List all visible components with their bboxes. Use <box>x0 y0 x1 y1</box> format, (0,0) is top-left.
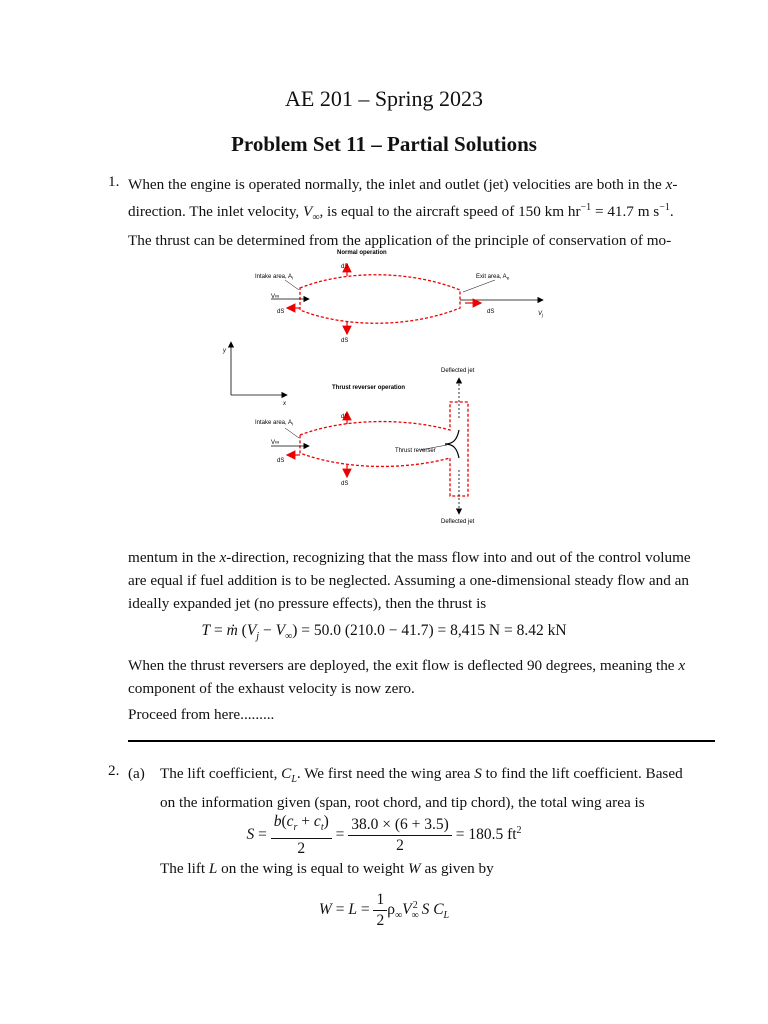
x-axis-label: x <box>283 401 286 407</box>
thrust-reverser-label: Thrust reverser <box>395 448 436 454</box>
y-axis-label: y <box>223 348 226 354</box>
reverser-control-volume <box>300 402 468 496</box>
problem-1-line-3: The thrust can be determined from the application of the principle of conservation of mo- <box>128 232 672 250</box>
deflected-jet-bottom-label: Deflected jet <box>441 519 475 525</box>
normal-inlet-ds-label: dS <box>277 309 285 315</box>
problem-2-line-2: on the information given (span, root chord, and tip chord), the total wing area is <box>160 794 645 812</box>
proceed-text: Proceed from here......... <box>128 706 275 723</box>
thrust-reverser-text <box>128 654 718 700</box>
reverser-operation-title: Thrust reverser operation <box>332 385 406 391</box>
problem-2-number: 2. <box>108 762 120 779</box>
reverser-inlet-ds-label: dS <box>277 458 285 464</box>
reverser-vane-top <box>445 430 459 444</box>
normal-top-ds-label: dS <box>341 264 349 270</box>
problem-2-intro <box>160 762 720 814</box>
reverser-vinf-label: V∞ <box>271 440 280 446</box>
lift-equation: W = L = $\frac{1}{2}$ $\rho_\infty V_\infty^2$ S $C_L$ <box>318 891 450 929</box>
normal-vinf-label: V∞ <box>271 294 280 300</box>
problem-1-line-2: direction. The inlet velocity, $V_\infty$, is equal to the aircraft speed of 150 km $hr^{-1} = 41.7$ m $s^{-1}$. <box>128 202 674 224</box>
problem-1-momentum-text <box>128 546 718 615</box>
normal-bottom-ds-label: dS <box>341 338 349 344</box>
reverser-bottom-ds-label: dS <box>341 481 349 487</box>
normal-control-volume <box>300 275 460 324</box>
problem-2-part-label: (a) <box>128 765 145 782</box>
momentum-line-1: mentum in the x-direction, recognizing that the mass flow into and out of the control volume <box>128 549 691 566</box>
reverser-line-2: component of the exhaust velocity is now zero. <box>128 680 415 697</box>
vj-label: $V_j$ <box>538 311 544 318</box>
reverser-intake-label: Intake area, $A_i$ <box>255 420 294 427</box>
lift-weight-text: The lift L on the wing is equal to weight W as given by <box>160 860 494 877</box>
normal-operation-title: Normal operation <box>337 250 387 256</box>
momentum-line-2: are equal if fuel addition is to be neglected. Assuming a one-dimensional steady flow and an <box>128 572 689 589</box>
deflected-jet-top-label: Deflected jet <box>441 368 475 374</box>
normal-exit-label: Exit area, $A_e$ <box>476 274 510 281</box>
reverser-line-1: When the thrust reversers are deployed, the exit flow is deflected 90 degrees, meaning the x <box>128 657 686 674</box>
normal-exit-ds-label: dS <box>487 309 495 315</box>
wing-area-equation: S = $\frac{b(c_r + c_t)}{2}$ = $\frac{38.0 \times (6 + 3.5)}{2}$ = 180.5 $ft^2$ <box>246 813 522 858</box>
reverser-vane-bottom <box>445 444 459 458</box>
problem-1-number: 1. <box>108 173 120 190</box>
problem-1-line-1: When the engine is operated normally, the inlet and outlet (jet) velocities are both in the x- <box>128 176 678 193</box>
course-title: AE 201 – Spring 2023 <box>285 86 483 111</box>
thrust-equation: T = ṁ $(V_j - V_\infty) = 50.0$ (210.0 − 41.7) = 8,415 N = 8.42 kN <box>201 622 567 643</box>
normal-intake-label: Intake area, $A_i$ <box>255 274 294 281</box>
reverser-top-ds-label: dS <box>341 414 349 420</box>
momentum-line-3: ideally expanded jet (no pressure effects), then the thrust is <box>128 595 487 612</box>
control-volume-figure <box>225 240 555 530</box>
section-divider <box>128 740 715 742</box>
document-title: Problem Set 11 – Partial Solutions <box>231 132 537 156</box>
problem-2-line-1: The lift coefficient, $C_L$. We first need the wing area S to find the lift coefficient. Based <box>160 765 683 786</box>
